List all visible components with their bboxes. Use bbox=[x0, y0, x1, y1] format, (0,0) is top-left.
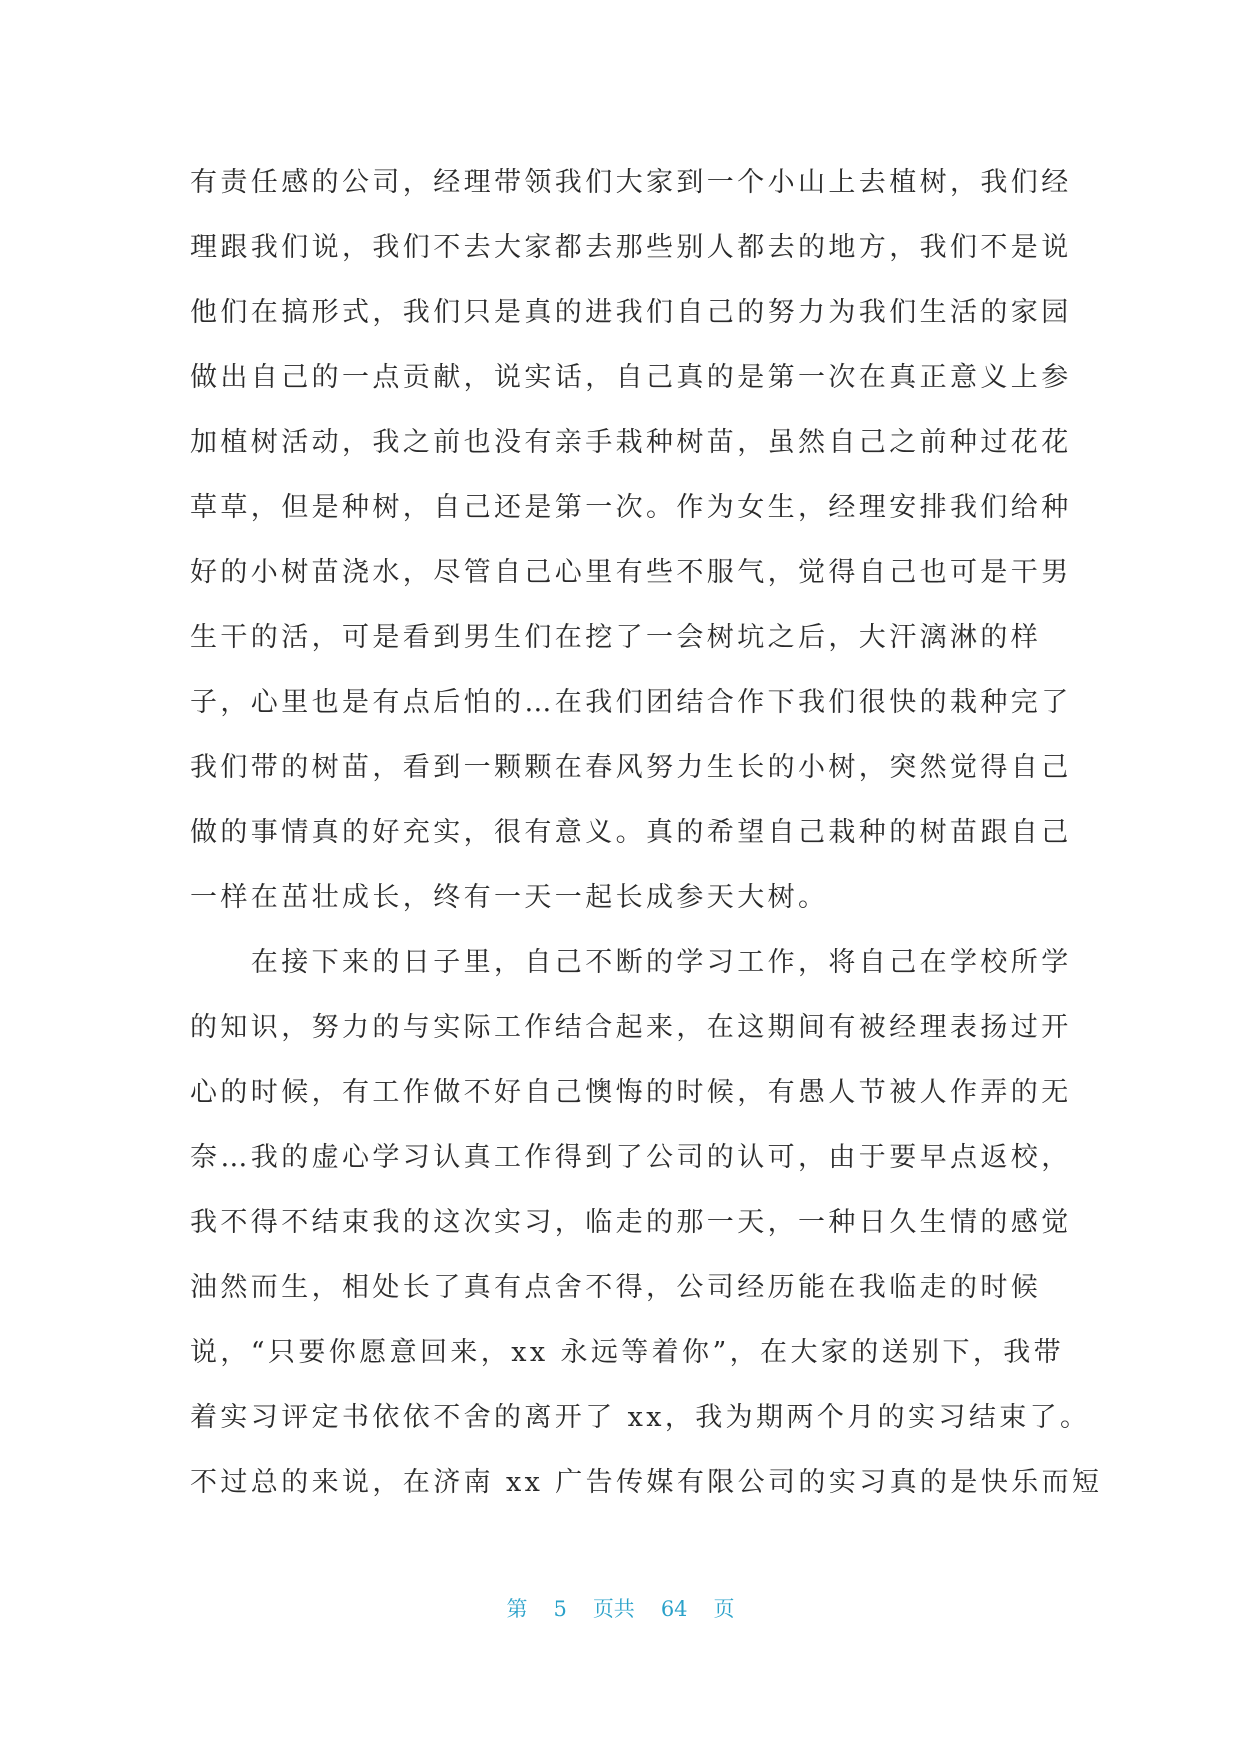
page-prefix: 第 bbox=[506, 1597, 528, 1621]
text-line: 油然而生，相处长了真有点舍不得，公司经历能在我临走的时候 bbox=[190, 1272, 1042, 1303]
text-line: 的知识，努力的与实际工作结合起来，在这期间有被经理表扬过开 bbox=[190, 1012, 1072, 1043]
text-line: 做的事情真的好充实，很有意义。真的希望自己栽种的树苗跟自己 bbox=[190, 817, 1072, 848]
text-line: 不过总的来说，在济南 xx 广告传媒有限公司的实习真的是快乐而短 bbox=[190, 1467, 1103, 1498]
text-line: 奈…我的虚心学习认真工作得到了公司的认可，由于要早点返校， bbox=[190, 1142, 1072, 1173]
text-line: 生干的活，可是看到男生们在挖了一会树坑之后，大汗漓淋的样 bbox=[190, 622, 1042, 653]
text-line: 在接下来的日子里，自己不断的学习工作，将自己在学校所学 bbox=[190, 947, 1072, 978]
page-suffix: 页 bbox=[713, 1597, 735, 1621]
text-line: 草草，但是种树，自己还是第一次。作为女生，经理安排我们给种 bbox=[190, 492, 1072, 523]
page-footer bbox=[0, 1593, 1241, 1623]
text-line: 做出自己的一点贡献，说实话，自己真的是第一次在真正意义上参 bbox=[190, 362, 1072, 393]
text-line: 好的小树苗浇水，尽管自己心里有些不服气，觉得自己也可是干男 bbox=[190, 557, 1072, 588]
text-line: 子，心里也是有点后怕的…在我们团结合作下我们很快的栽种完了 bbox=[190, 687, 1072, 718]
current-page-number: 5 bbox=[553, 1597, 567, 1621]
text-line: 一样在茁壮成长，终有一天一起长成参天大树。 bbox=[190, 882, 829, 913]
total-pages-number: 64 bbox=[660, 1597, 688, 1621]
text-line: 我不得不结束我的这次实习，临走的那一天，一种日久生情的感觉 bbox=[190, 1207, 1072, 1238]
text-line: 理跟我们说，我们不去大家都去那些别人都去的地方，我们不是说 bbox=[190, 232, 1072, 263]
text-line: 有责任感的公司，经理带领我们大家到一个小山上去植树，我们经 bbox=[190, 167, 1072, 198]
text-line: 他们在搞形式，我们只是真的进我们自己的努力为我们生活的家园 bbox=[190, 297, 1072, 328]
text-line: 着实习评定书依依不舍的离开了 xx，我为期两个月的实习结束了。 bbox=[190, 1402, 1091, 1433]
text-line: 说，“只要你愿意回来，xx 永远等着你”，在大家的送别下，我带 bbox=[190, 1337, 1065, 1368]
text-line: 加植树活动，我之前也没有亲手栽种树苗，虽然自己之前种过花花 bbox=[190, 427, 1072, 458]
page-middle: 页共 bbox=[592, 1597, 635, 1621]
text-line: 我们带的树苗，看到一颗颗在春风努力生长的小树，突然觉得自己 bbox=[190, 752, 1072, 783]
text-line: 心的时候，有工作做不好自己懊悔的时候，有愚人节被人作弄的无 bbox=[190, 1077, 1072, 1108]
body-text bbox=[190, 150, 1103, 1515]
